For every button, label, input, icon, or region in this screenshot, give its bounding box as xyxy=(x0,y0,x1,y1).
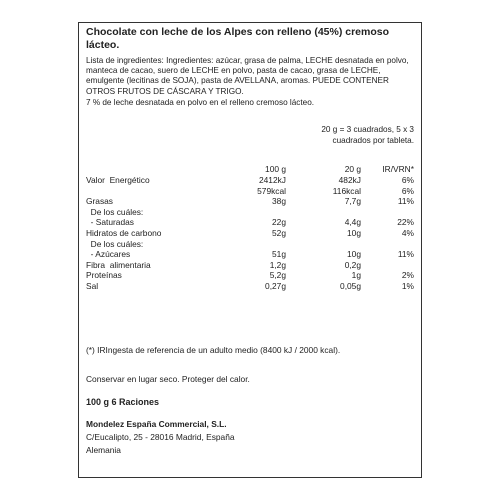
storage-text: Conservar en lugar seco. Proteger del calor. xyxy=(86,374,250,384)
value-per20: 1g xyxy=(351,270,361,281)
value-per100: 38g xyxy=(272,196,286,207)
quantity-text: 100 g 6 Raciones xyxy=(86,397,160,407)
value-ir: 6% xyxy=(401,185,414,196)
serving-size xyxy=(280,125,414,146)
value-ir: 1% xyxy=(401,281,414,291)
value-per100: 579kcal xyxy=(257,185,286,196)
header-per100: 100 g xyxy=(265,164,286,174)
value-per100: 51g xyxy=(272,249,286,260)
value-per20: 0,05g xyxy=(340,281,361,291)
nutrient-label: Hidratos de carbono xyxy=(86,228,162,238)
milk-note: 7 % de leche desnatada en polvo en el relleno cremoso lácteo. xyxy=(86,98,315,107)
nutrient-label: - Saturadas xyxy=(86,217,134,228)
header-per20: 20 g xyxy=(344,164,361,174)
header-ir: IR/VRN* xyxy=(382,164,414,174)
value-ir: 2% xyxy=(401,270,414,281)
value-per20: 0,2g xyxy=(344,259,361,270)
serving-size-line1: 20 g = 3 cuadrados, 5 x 3 xyxy=(321,125,414,134)
nutrient-label: Proteínas xyxy=(86,270,122,281)
value-ir: 11% xyxy=(397,196,414,207)
value-ir: 6% xyxy=(401,175,414,185)
value-per100: 2412kJ xyxy=(258,175,286,185)
nutrient-label: De los cuáles: xyxy=(86,206,144,217)
company-address: C/Eucalipto, 25 - 28016 Madrid, España xyxy=(86,432,235,442)
serving-size-line2: cuadrados por tableta. xyxy=(332,135,414,145)
nutrient-label: Fibra alimentaria xyxy=(86,259,151,270)
value-per100: 52g xyxy=(272,228,286,238)
value-per100: 0,27g xyxy=(265,281,286,291)
nutrient-label: Grasas xyxy=(86,196,113,207)
nutrient-label: Sal xyxy=(86,281,99,291)
value-per20: 482kJ xyxy=(338,175,361,185)
company-country: Alemania xyxy=(86,445,121,455)
value-per20: 10g xyxy=(347,228,361,238)
value-ir: 11% xyxy=(397,249,414,260)
value-per20: 4,4g xyxy=(344,217,361,228)
company-name: Mondelez España Commercial, S.L. xyxy=(86,419,227,429)
value-per20: 7,7g xyxy=(344,196,361,207)
nutrient-label: Valor Energético xyxy=(86,175,150,185)
value-ir: 22% xyxy=(397,217,414,228)
value-per100: 1,2g xyxy=(269,259,286,270)
product-title: Chocolate con leche de los Alpes con relleno (45%) cremoso lácteo. xyxy=(86,26,390,51)
value-per100: 22g xyxy=(272,217,286,228)
value-per20: 10g xyxy=(347,249,361,260)
nutrient-label: - Azúcares xyxy=(86,249,131,260)
nutrient-label: De los cuáles: xyxy=(86,238,144,249)
ir-footnote: (*) IRIngesta de referencia de un adulto medio (8400 kJ / 2000 kcal). xyxy=(86,345,341,355)
value-per100: 5,2g xyxy=(269,270,286,281)
value-per20: 116kcal xyxy=(332,185,361,196)
value-ir: 4% xyxy=(401,228,414,238)
ingredients-text: Lista de ingredientes: Ingredientes: azúcar, grasa de palma, LECHE desnatada en polvo, manteca de cacao, suero de LECHE en polvo, pasta de cacao, grasa de LECHE, emulgente (lecitinas de SOJA), pasta de AVELLANA, aromas. PUEDE CONTENER OTROS FRUTOS DE CÁSCARA Y TRIGO. xyxy=(86,56,409,96)
